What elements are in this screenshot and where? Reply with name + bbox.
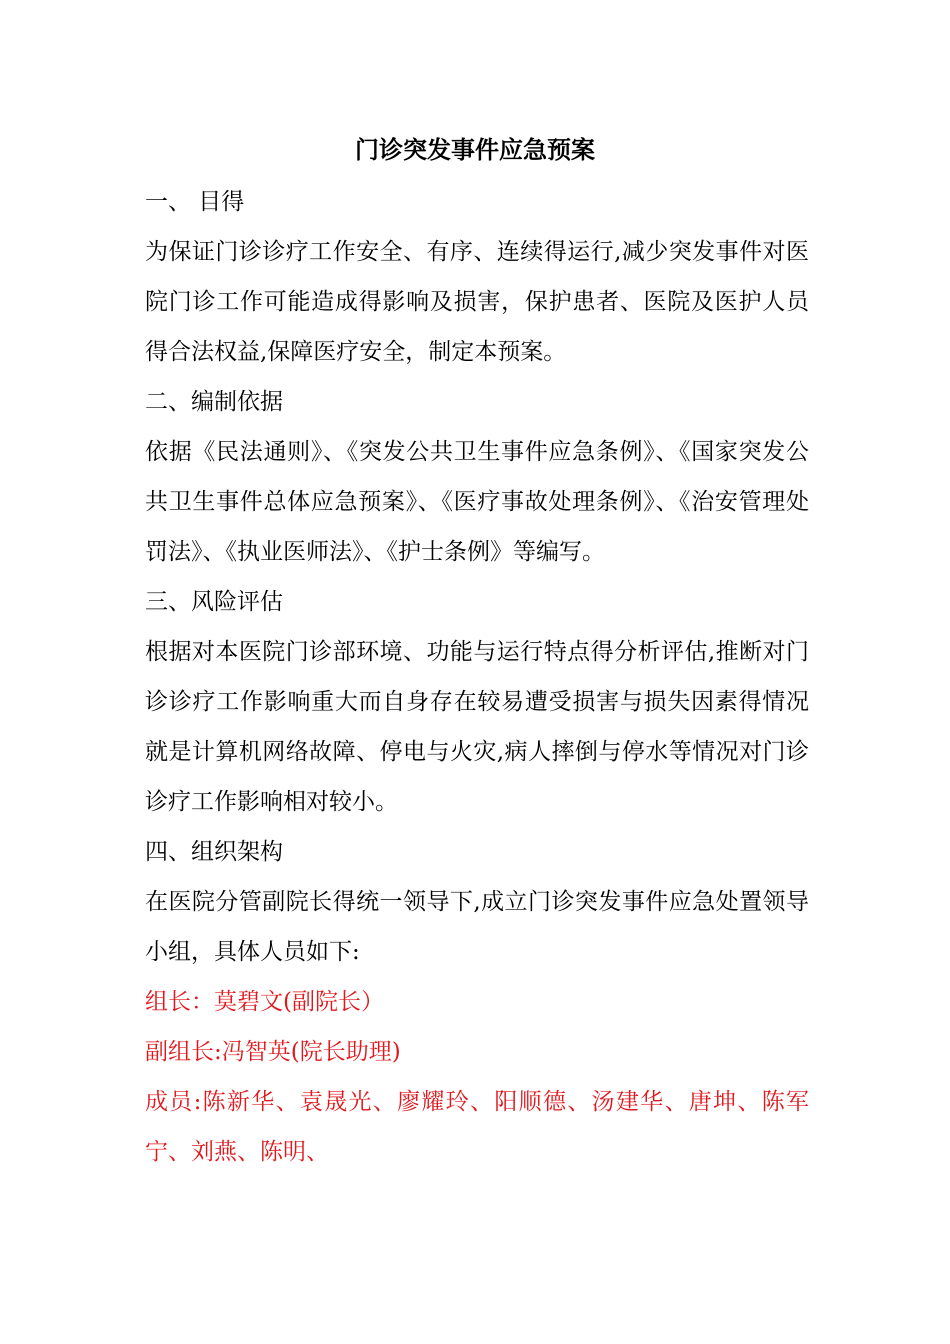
team-leader: 组长：莫碧文(副院长） bbox=[145, 989, 384, 1015]
section-heading-organization: 四、组织架构 bbox=[145, 839, 283, 865]
team-deputy-leader: 副组长:冯智英(院长助理) bbox=[145, 1039, 401, 1065]
section-paragraph-risk: 根据对本医院门诊部环境、功能与运行特点得分析评估,推断对门诊诊疗工作影响重大而自身存在较易遭受损害与损失因素得情况就是计算机网络故障、停电与火灾,病人摔倒与停水等情况对门诊诊疗工作影响相对较小。 bbox=[145, 639, 809, 815]
section-paragraph-purpose: 为保证门诊诊疗工作安全、有序、连续得运行,减少突发事件对医院门诊工作可能造成得影响及损害，保护患者、医院及医护人员得合法权益,保障医疗安全，制定本预案。 bbox=[145, 239, 809, 365]
team-members: 成员:陈新华、袁晟光、廖耀玲、阳顺德、汤建华、唐坤、陈军宁、刘燕、陈明、 bbox=[145, 1089, 809, 1165]
document-title: 门诊突发事件应急预案 bbox=[355, 135, 595, 164]
document-body bbox=[145, 177, 809, 1177]
section-heading-risk: 三、风险评估 bbox=[145, 589, 283, 615]
section-heading-basis: 二、编制依据 bbox=[145, 389, 283, 415]
section-paragraph-organization: 在医院分管副院长得统一领导下,成立门诊突发事件应急处置领导小组，具体人员如下: bbox=[145, 889, 809, 965]
section-heading-purpose: 一、 目得 bbox=[145, 189, 245, 215]
section-paragraph-basis: 依据《民法通则》、《突发公共卫生事件应急条例》、《国家突发公共卫生事件总体应急预案》、《医疗事故处理条例》、《治安管理处罚法》、《执业医师法》、《护士条例》等编写。 bbox=[145, 439, 809, 565]
